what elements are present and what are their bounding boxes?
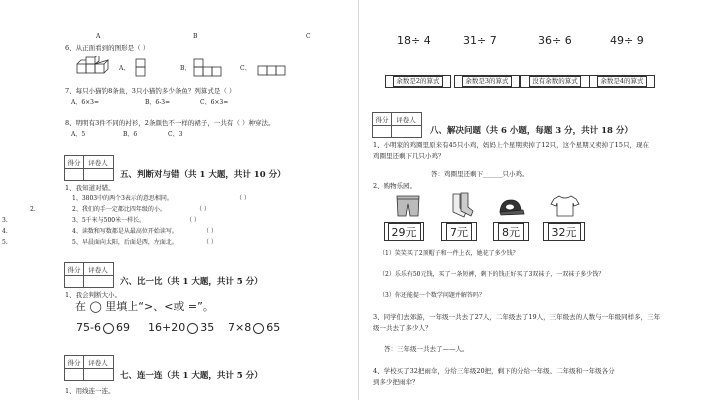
problem-1-answer[interactable]: 答：鸡圈里还剩下______只小鸡。 — [431, 170, 529, 178]
remainder-box-2[interactable]: 余数是2的算式 — [385, 75, 451, 88]
judge-bracket-4[interactable]: （ ） — [203, 228, 217, 235]
problem-2-sub-3: （3）你还能提一个数学问题并解答吗？ — [379, 292, 485, 299]
socks-icon — [450, 192, 474, 220]
compare-instruction: 在 ◯ 里填上“>、<或 =”。 — [75, 300, 214, 313]
judge-bracket-3[interactable]: （ ） — [186, 217, 200, 224]
problem-2-sub-2: （2）乐乐有50元钱，买了一条短裤，剩下的钱正好买了3双袜子，一双袜子多少钱？ — [379, 271, 605, 278]
q6-option-c: C、 — [240, 65, 251, 72]
section-7-intro: 1、用线连一连。 — [65, 387, 115, 395]
compare-circle-3[interactable] — [253, 323, 264, 334]
score-label: 得分 — [67, 358, 81, 367]
division-3: 36÷ 6 — [538, 34, 572, 47]
tshirt-icon — [550, 194, 580, 218]
shorts-icon — [395, 194, 421, 218]
grader-label: 评卷人 — [88, 265, 108, 274]
score-label: 得分 — [375, 115, 389, 124]
score-box-sec6 — [64, 262, 114, 288]
judge-bracket-1[interactable]: （ ） — [236, 195, 250, 202]
problem-3-line-1: 3、同学们去郊游，一年级一共去了27人，二年级去了19人，三年级去的人数与一年级同样多，三年 — [373, 313, 661, 321]
price-tshirt: 32元 — [543, 222, 585, 241]
judge-item-1: 1、3803中的两个3表示的意思相同。 — [72, 195, 173, 202]
comparison-3 — [228, 322, 280, 334]
comparison-2 — [148, 322, 214, 334]
problem-3-answer[interactable]: 答：三年级一共去了——人。 — [384, 345, 469, 353]
question-8: 8、明明有3件不同的衬衫，2条颜色不一样的裙子，一共有（ ）种穿法。 — [65, 119, 275, 127]
problem-2-sub-1: （1）笑笑买了2顶帽子和一件上衣，她花了多少钱？ — [379, 250, 519, 257]
comparison-3-right: 65 — [266, 321, 281, 334]
score-box-sec5 — [64, 155, 114, 181]
section-8-title: 八、解决问题（共 6 小题，每题 3 分，共计 18 分） — [430, 126, 633, 136]
compare-circle-1[interactable] — [103, 323, 114, 334]
q6-option-a: A、 — [119, 65, 130, 72]
division-4: 49÷ 9 — [610, 34, 644, 47]
remainder-box-4[interactable]: 余数是4的算式 — [589, 75, 655, 88]
margin-number-3: 3. — [2, 217, 8, 224]
q6-option-b: B、 — [180, 65, 191, 72]
label-c: C — [306, 33, 311, 40]
q8-option-b: B、6 — [123, 131, 138, 138]
score-label: 得分 — [67, 158, 81, 167]
section-5-intro: 1、我知道对错。 — [65, 184, 115, 192]
label-a: A — [96, 33, 101, 40]
comparison-1-left: 75-6 — [76, 321, 101, 334]
remainder-box-3[interactable]: 余数是3的算式 — [454, 75, 520, 88]
cube-figure-b — [193, 58, 225, 78]
judge-item-5: 5、早晨面向太阳，后面是西，左面北。 — [72, 239, 178, 246]
problem-4-line-1: 4、学校买了32把雨伞，分给三年级20把，剩下的分给一年级、二年级和一年级各分 — [373, 367, 615, 375]
cube-figure-a — [135, 58, 151, 78]
problem-1-line-2: 鸡圈里还剩下几只小鸡？ — [373, 152, 445, 160]
comparison-1-right: 69 — [115, 321, 130, 334]
margin-number-4: 4. — [2, 228, 8, 235]
grader-label: 评卷人 — [396, 115, 416, 124]
section-6-title: 六、比一比（共 1 大题，共计 5 分） — [120, 277, 263, 287]
comparison-2-left: 16+20 — [148, 321, 186, 334]
remainder-box-none[interactable]: 没有余数的算式 — [520, 75, 590, 88]
label-b: B — [193, 33, 198, 40]
score-box-sec8 — [372, 112, 422, 138]
section-7-title: 七、连一连（共 1 大题，共计 5 分） — [120, 371, 263, 381]
judge-bracket-5[interactable]: （ ） — [203, 239, 217, 246]
column-divider — [358, 0, 359, 400]
problem-3-line-2: 级一共去了多少人？ — [373, 324, 432, 332]
grader-label: 评卷人 — [88, 358, 108, 367]
compare-circle-2[interactable] — [187, 323, 198, 334]
problem-1-line-1: 1、小明家的鸡圈里原来有45只小鸡，妈妈上个星期卖掉了12只，这个星期又卖掉了15只，现在 — [373, 141, 649, 149]
q8-option-a: A、5 — [71, 131, 86, 138]
judge-item-2: 2、我们的手一定都比四年级的小。 — [72, 206, 166, 213]
price-shorts: 29元 — [384, 222, 424, 241]
question-7: 7、每只小猫钓8条鱼，3只小猫钓多少条鱼？列算式是（ ） — [65, 87, 236, 95]
cube-figure-main — [76, 56, 116, 80]
judge-item-4: 4、读数和写数都是从最高位开始读写。 — [72, 228, 178, 235]
judge-bracket-2[interactable]: （ ） — [196, 206, 210, 213]
problem-4-line-2: 到多少把雨伞？ — [373, 378, 419, 386]
q7-option-a: A、6×3= — [71, 99, 100, 106]
grader-label: 评卷人 — [88, 158, 108, 167]
q7-option-c: C、6×3= — [200, 99, 229, 106]
division-1: 18÷ 4 — [397, 34, 431, 47]
judge-item-3: 3、5千米与500米一样长。 — [72, 217, 146, 224]
score-box-sec7 — [64, 355, 114, 381]
comparison-2-right: 35 — [200, 321, 215, 334]
cap-icon — [497, 198, 525, 218]
comparison-1 — [76, 322, 130, 334]
section-5-title: 五、判断对与错（共 1 大题，共计 10 分） — [120, 170, 286, 180]
margin-number-2: 2. — [30, 206, 36, 213]
price-socks: 7元 — [441, 222, 477, 241]
price-cap: 8元 — [493, 222, 529, 241]
q8-option-c: C、3 — [168, 131, 183, 138]
section-6-intro: 1、我会判断大小。 — [65, 291, 122, 299]
cube-figure-c — [257, 65, 289, 77]
comparison-3-left: 7×8 — [228, 321, 252, 334]
score-label: 得分 — [67, 265, 81, 274]
q7-option-b: B、6-3= — [145, 99, 171, 106]
margin-number-5: 5. — [2, 239, 8, 246]
division-2: 31÷ 7 — [463, 34, 497, 47]
question-6: 6、从正面看到的图形是（ ） — [65, 44, 150, 52]
problem-2: 2、购物乐园。 — [373, 182, 417, 190]
